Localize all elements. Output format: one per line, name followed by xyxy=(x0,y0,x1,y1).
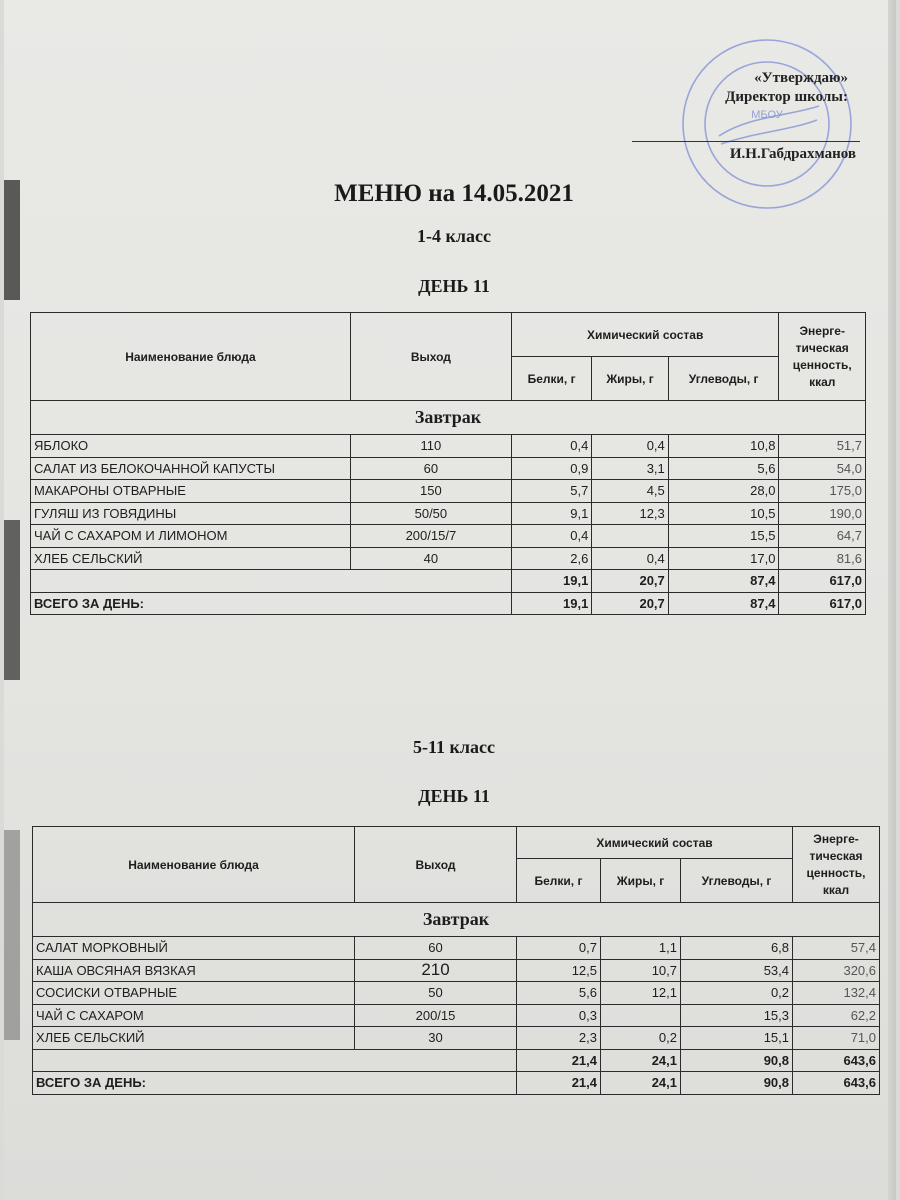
total-fat: 20,7 xyxy=(592,592,668,615)
dish-protein: 0,4 xyxy=(511,435,591,458)
dish-carbs: 15,3 xyxy=(681,1004,793,1027)
subtotal-kcal: 643,6 xyxy=(793,1049,880,1072)
dish-output: 30 xyxy=(355,1027,517,1050)
total-label: ВСЕГО ЗА ДЕНЬ: xyxy=(33,1072,517,1095)
dish-kcal: 190,0 xyxy=(779,502,866,525)
dish-name: САЛАТ ИЗ БЕЛОКОЧАННОЙ КАПУСТЫ xyxy=(31,457,351,480)
dish-name: САЛАТ МОРКОВНЫЙ xyxy=(33,937,355,960)
dish-protein: 0,7 xyxy=(517,937,601,960)
dish-output: 210 xyxy=(355,959,517,982)
dish-carbs: 53,4 xyxy=(681,959,793,982)
dish-protein: 2,6 xyxy=(511,547,591,570)
svg-text:МБОУ: МБОУ xyxy=(751,109,783,121)
class-label: 5-11 класс xyxy=(413,737,495,757)
table-row xyxy=(31,480,866,503)
dish-protein: 12,5 xyxy=(517,959,601,982)
header-dish: Наименование блюда xyxy=(31,313,351,401)
dish-kcal: 175,0 xyxy=(779,480,866,503)
dish-carbs: 17,0 xyxy=(668,547,779,570)
dish-fat: 1,1 xyxy=(601,937,681,960)
dish-fat: 0,4 xyxy=(592,547,668,570)
approval-line: «Утверждаю» xyxy=(754,70,848,86)
total-kcal: 617,0 xyxy=(779,592,866,615)
dish-kcal: 320,6 xyxy=(793,959,880,982)
dish-carbs: 10,8 xyxy=(668,435,779,458)
dish-carbs: 5,6 xyxy=(668,457,779,480)
header-chem: Химический состав xyxy=(517,827,793,859)
dish-kcal: 132,4 xyxy=(793,982,880,1005)
dish-kcal: 57,4 xyxy=(793,937,880,960)
dish-output: 150 xyxy=(350,480,511,503)
signature-line xyxy=(632,141,860,142)
dish-name: КАША ОВСЯНАЯ ВЯЗКАЯ xyxy=(33,959,355,982)
header-carbs: Углеводы, г xyxy=(668,357,779,401)
table-row xyxy=(31,502,866,525)
dish-fat: 10,7 xyxy=(601,959,681,982)
dish-kcal: 71,0 xyxy=(793,1027,880,1050)
subtotal-row xyxy=(31,570,866,593)
header-energy: Энерге-тическая ценность, ккал xyxy=(779,313,866,401)
dish-name: ЧАЙ С САХАРОМ И ЛИМОНОМ xyxy=(31,525,351,548)
dish-carbs: 15,1 xyxy=(681,1027,793,1050)
subtotal-protein: 19,1 xyxy=(511,570,591,593)
dish-protein: 0,4 xyxy=(511,525,591,548)
section-title: Завтрак xyxy=(31,401,866,435)
dish-output: 200/15 xyxy=(355,1004,517,1027)
header-output: Выход xyxy=(355,827,517,903)
subtotal-label xyxy=(31,570,512,593)
dish-name: ЧАЙ С САХАРОМ xyxy=(33,1004,355,1027)
menu-table-5-11 xyxy=(32,826,880,1095)
header-chem: Химический состав xyxy=(511,313,779,357)
total-label: ВСЕГО ЗА ДЕНЬ: xyxy=(31,592,512,615)
dish-fat: 0,2 xyxy=(601,1027,681,1050)
table-row xyxy=(33,959,880,982)
dish-fat: 0,4 xyxy=(592,435,668,458)
header-protein: Белки, г xyxy=(511,357,591,401)
table-row xyxy=(33,982,880,1005)
header-dish: Наименование блюда xyxy=(33,827,355,903)
dish-fat: 12,3 xyxy=(592,502,668,525)
header-output: Выход xyxy=(350,313,511,401)
dish-name: СОСИСКИ ОТВАРНЫЕ xyxy=(33,982,355,1005)
day-label: ДЕНЬ 11 xyxy=(418,276,490,296)
dish-kcal: 54,0 xyxy=(779,457,866,480)
day-label: ДЕНЬ 11 xyxy=(418,786,490,806)
approval-position: Директор школы: xyxy=(725,89,848,105)
subtotal-carbs: 87,4 xyxy=(668,570,779,593)
dish-kcal: 81,6 xyxy=(779,547,866,570)
menu-table-1-4 xyxy=(30,312,866,615)
dish-name: ЯБЛОКО xyxy=(31,435,351,458)
dish-name: ХЛЕБ СЕЛЬСКИЙ xyxy=(31,547,351,570)
total-row xyxy=(31,592,866,615)
copy-smear xyxy=(4,520,20,680)
paper-sheet xyxy=(4,0,896,1200)
subtotal-label xyxy=(33,1049,517,1072)
class-label: 1-4 класс xyxy=(417,226,491,246)
dish-kcal: 51,7 xyxy=(779,435,866,458)
total-row xyxy=(33,1072,880,1095)
header-carbs: Углеводы, г xyxy=(681,859,793,903)
subtotal-carbs: 90,8 xyxy=(681,1049,793,1072)
dish-kcal: 62,2 xyxy=(793,1004,880,1027)
subtotal-fat: 24,1 xyxy=(601,1049,681,1072)
dish-output: 60 xyxy=(355,937,517,960)
dish-carbs: 28,0 xyxy=(668,480,779,503)
subtotal-kcal: 617,0 xyxy=(779,570,866,593)
header-energy: Энерге-тическая ценность, ккал xyxy=(793,827,880,903)
dish-protein: 5,6 xyxy=(517,982,601,1005)
header-protein: Белки, г xyxy=(517,859,601,903)
dish-output: 50/50 xyxy=(350,502,511,525)
dish-protein: 0,3 xyxy=(517,1004,601,1027)
dish-carbs: 10,5 xyxy=(668,502,779,525)
total-fat: 24,1 xyxy=(601,1072,681,1095)
table-row xyxy=(31,547,866,570)
dish-carbs: 6,8 xyxy=(681,937,793,960)
dish-output: 60 xyxy=(350,457,511,480)
total-carbs: 87,4 xyxy=(668,592,779,615)
director-name: И.Н.Габдрахманов xyxy=(729,146,856,162)
table-row xyxy=(33,1004,880,1027)
dish-output: 200/15/7 xyxy=(350,525,511,548)
table-row xyxy=(33,1027,880,1050)
subtotal-row xyxy=(33,1049,880,1072)
dish-fat: 3,1 xyxy=(592,457,668,480)
dish-fat: 4,5 xyxy=(592,480,668,503)
header-fat: Жиры, г xyxy=(592,357,668,401)
dish-name: ГУЛЯШ ИЗ ГОВЯДИНЫ xyxy=(31,502,351,525)
subtotal-fat: 20,7 xyxy=(592,570,668,593)
dish-name: ХЛЕБ СЕЛЬСКИЙ xyxy=(33,1027,355,1050)
table-row xyxy=(31,457,866,480)
dish-protein: 5,7 xyxy=(511,480,591,503)
table-row xyxy=(31,435,866,458)
dish-output: 40 xyxy=(350,547,511,570)
dish-protein: 0,9 xyxy=(511,457,591,480)
dish-output: 110 xyxy=(350,435,511,458)
dish-protein: 9,1 xyxy=(511,502,591,525)
dish-carbs: 15,5 xyxy=(668,525,779,548)
dish-output: 50 xyxy=(355,982,517,1005)
dish-fat xyxy=(592,525,668,548)
total-protein: 21,4 xyxy=(517,1072,601,1095)
dish-kcal: 64,7 xyxy=(779,525,866,548)
total-protein: 19,1 xyxy=(511,592,591,615)
dish-protein: 2,3 xyxy=(517,1027,601,1050)
dish-name: МАКАРОНЫ ОТВАРНЫЕ xyxy=(31,480,351,503)
section-title: Завтрак xyxy=(33,903,880,937)
page-title: МЕНЮ на 14.05.2021 xyxy=(334,180,574,207)
header-fat: Жиры, г xyxy=(601,859,681,903)
subtotal-protein: 21,4 xyxy=(517,1049,601,1072)
total-kcal: 643,6 xyxy=(793,1072,880,1095)
table-row xyxy=(33,937,880,960)
copy-smear xyxy=(4,830,20,1040)
dish-carbs: 0,2 xyxy=(681,982,793,1005)
dish-fat: 12,1 xyxy=(601,982,681,1005)
total-carbs: 90,8 xyxy=(681,1072,793,1095)
dish-fat xyxy=(601,1004,681,1027)
table-row xyxy=(31,525,866,548)
